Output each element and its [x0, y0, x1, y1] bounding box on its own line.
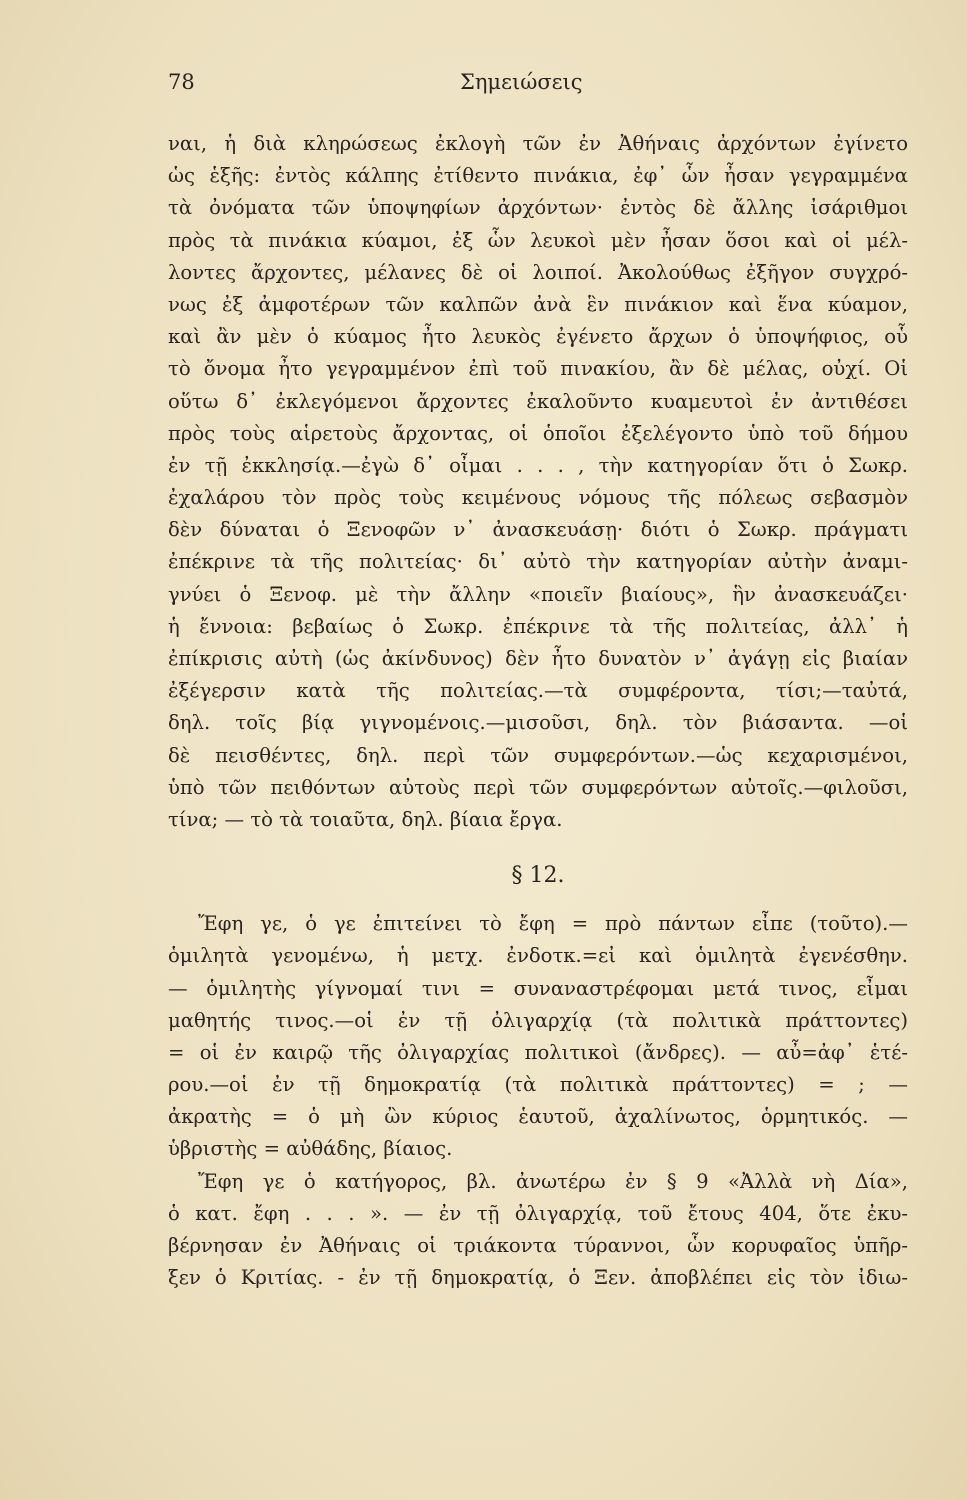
text-line: ὑβριστὴς = αὐθάδης, βίαιος.	[168, 1137, 453, 1161]
text-line: ἐπίκρισις αὐτὴ (ὡς ἀκίνδυνος) δὲν ἦτο δυνατὸν ν᾽ ἀγάγῃ εἰς βιαίαν	[168, 647, 908, 670]
page-number: 78	[168, 70, 195, 94]
text-line: ὑπὸ τῶν πειθόντων αὐτοὺς περὶ τῶν συμφερόντων αὐτοῖς.—φιλοῦσι,	[168, 775, 908, 799]
text-line: βέρνησαν ἐν Ἀθήναις οἱ τριάκοντα τύραννοι, ὧν κορυφαῖος ὑπῆρ-	[168, 1234, 908, 1257]
text-line: πρὸς τὰ πινάκια κύαμοι, ἐξ ὧν λευκοὶ μὲν ἦσαν ὅσοι καὶ οἱ μέλ-	[168, 228, 908, 252]
text-line: τὰ ὀνόματα τῶν ὑποψηφίων ἀρχόντων· ἐντὸς δὲ ἄλλης ἰσάριθμοι	[168, 196, 908, 220]
section-heading: § 12.	[511, 863, 565, 889]
text-line: ξεν ὁ Κριτίας. - ἐν τῇ δημοκρατίᾳ, ὁ Ξεν. ἀποβλέπει εἰς τὸν ἰδιω-	[168, 1266, 908, 1290]
text-line: δηλ. τοῖς βίᾳ γιγνομένοις.—μισοῦσι, δηλ. τὸν βιάσαντα. —οἱ	[168, 711, 908, 735]
text-line: δὲ πεισθέντες, δηλ. περὶ τῶν συμφερόντων.—ὡς κεχαρισμένοι,	[168, 743, 908, 767]
page-header	[168, 70, 887, 104]
text-line: ναι, ἡ διὰ κληρώσεως ἐκλογὴ τῶν ἐν Ἀθήναις ἀρχόντων ἐγίνετο	[168, 132, 908, 155]
text-line: ἐν τῇ ἐκκλησίᾳ.—ἐγὼ δ᾽ οἶμαι . . . , τὴν κατηγορίαν ὅτι ὁ Σωκρ.	[168, 453, 908, 477]
text-line: ἐξέγερσιν κατὰ τῆς πολιτείας.—τὰ συμφέροντα, τίσι;—ταὐτά,	[168, 679, 908, 703]
text-line: γνύει ὁ Ξενοφ. μὲ τὴν ἄλλην «ποιεῖν βιαίους», ἣν ἀνασκευάζει·	[168, 582, 908, 606]
text-line: ὡς ἑξῆς: ἐντὸς κάλπης ἐτίθεντο πινάκια, ἐφ᾽ ὧν ἦσαν γεγραμμένα	[168, 164, 908, 188]
text-line: ἡ ἔννοια: βεβαίως ὁ Σωκρ. ἐπέκρινε τὰ τῆς πολιτείας, ἀλλ᾽ ἡ	[168, 614, 908, 638]
text-line: — ὁμιλητὴς γίγνομαί τινι = συναναστρέφομαι μετά τινος, εἶμαι	[168, 976, 908, 1000]
text-line: οὕτω δ᾽ ἐκλεγόμενοι ἄρχοντες ἐκαλοῦντο κυαμευτοὶ ἐν ἀντιθέσει	[168, 389, 908, 413]
text-line: ὁ κατ. ἔφη . . . ». — ἐν τῇ ὀλιγαρχίᾳ, τοῦ ἔτους 404, ὅτε ἐκυ-	[168, 1201, 908, 1225]
text-line: ἀκρατὴς = ὁ μὴ ὢν κύριος ἑαυτοῦ, ἀχαλίνωτος, ὁρμητικός. —	[168, 1105, 908, 1129]
running-title: Σημειώσεις	[460, 70, 583, 94]
text-line: Ἔφη γε, ὁ γε ἐπιτείνει τὸ ἔφη = πρὸ πάντων εἶπε (τοῦτο).—	[198, 912, 908, 936]
text-line: λοντες ἄρχοντες, μέλανες δὲ οἱ λοιποί. Ἀκολούθως ἐξῆγον συγχρό-	[168, 260, 908, 284]
text-line: ἐπέκρινε τὰ τῆς πολιτείας· δι᾽ αὐτὸ τὴν κατηγορίαν αὐτὴν ἀναμι-	[168, 550, 908, 574]
text-line: δὲν δύναται ὁ Ξενοφῶν ν᾽ ἀνασκευάσῃ· διότι ὁ Σωκρ. πράγματι	[168, 518, 908, 542]
body-text	[168, 128, 908, 1294]
text-line: μαθητής τινος.—οἱ ἐν τῇ ὀλιγαρχίᾳ (τὰ πολιτικὰ πράττοντες)	[168, 1008, 908, 1032]
text-line: ὁμιλητὰ γενομένω, ἡ μετχ. ἐνδοτκ.=εἰ καὶ ὁμιλητὰ ἐγενέσθην.	[168, 944, 908, 968]
text-line: = οἱ ἐν καιρῷ τῆς ὀλιγαρχίας πολιτικοὶ (ἄνδρες). — αὖ=ἀφ᾽ ἑτέ-	[168, 1040, 908, 1064]
text-line: καὶ ἂν μὲν ὁ κύαμος ἦτο λευκὸς ἐγένετο ἄρχων ὁ ὑποψήφιος, οὗ	[168, 325, 908, 349]
text-line: τίνα; — τὸ τὰ τοιαῦτα, δηλ. βίαια ἔργα.	[168, 807, 563, 831]
text-line: πρὸς τοὺς αἱρετοὺς ἄρχοντας, οἱ ὁποῖοι ἐξελέγοντο ὑπὸ τοῦ δήμου	[168, 421, 908, 445]
text-line: τὸ ὄνομα ἦτο γεγραμμένον ἐπὶ τοῦ πινακίου, ἂν δὲ μέλας, οὐχί. Οἱ	[168, 357, 908, 381]
text-line: ρου.—οἱ ἐν τῇ δημοκρατίᾳ (τὰ πολιτικὰ πράττοντες) = ; —	[168, 1073, 908, 1097]
text-line: νως ἐξ ἀμφοτέρων τῶν καλπῶν ἀνὰ ἓν πινάκιον καὶ ἕνα κύαμον,	[168, 292, 908, 316]
text-line: ἐχαλάρου τὸν πρὸς τοὺς κειμένους νόμους τῆς πόλεως σεβασμὸν	[168, 486, 908, 510]
text-line: Ἔφη γε ὁ κατήγορος, βλ. ἀνωτέρω ἐν § 9 «Ἀλλὰ νὴ Δία»,	[198, 1169, 908, 1193]
